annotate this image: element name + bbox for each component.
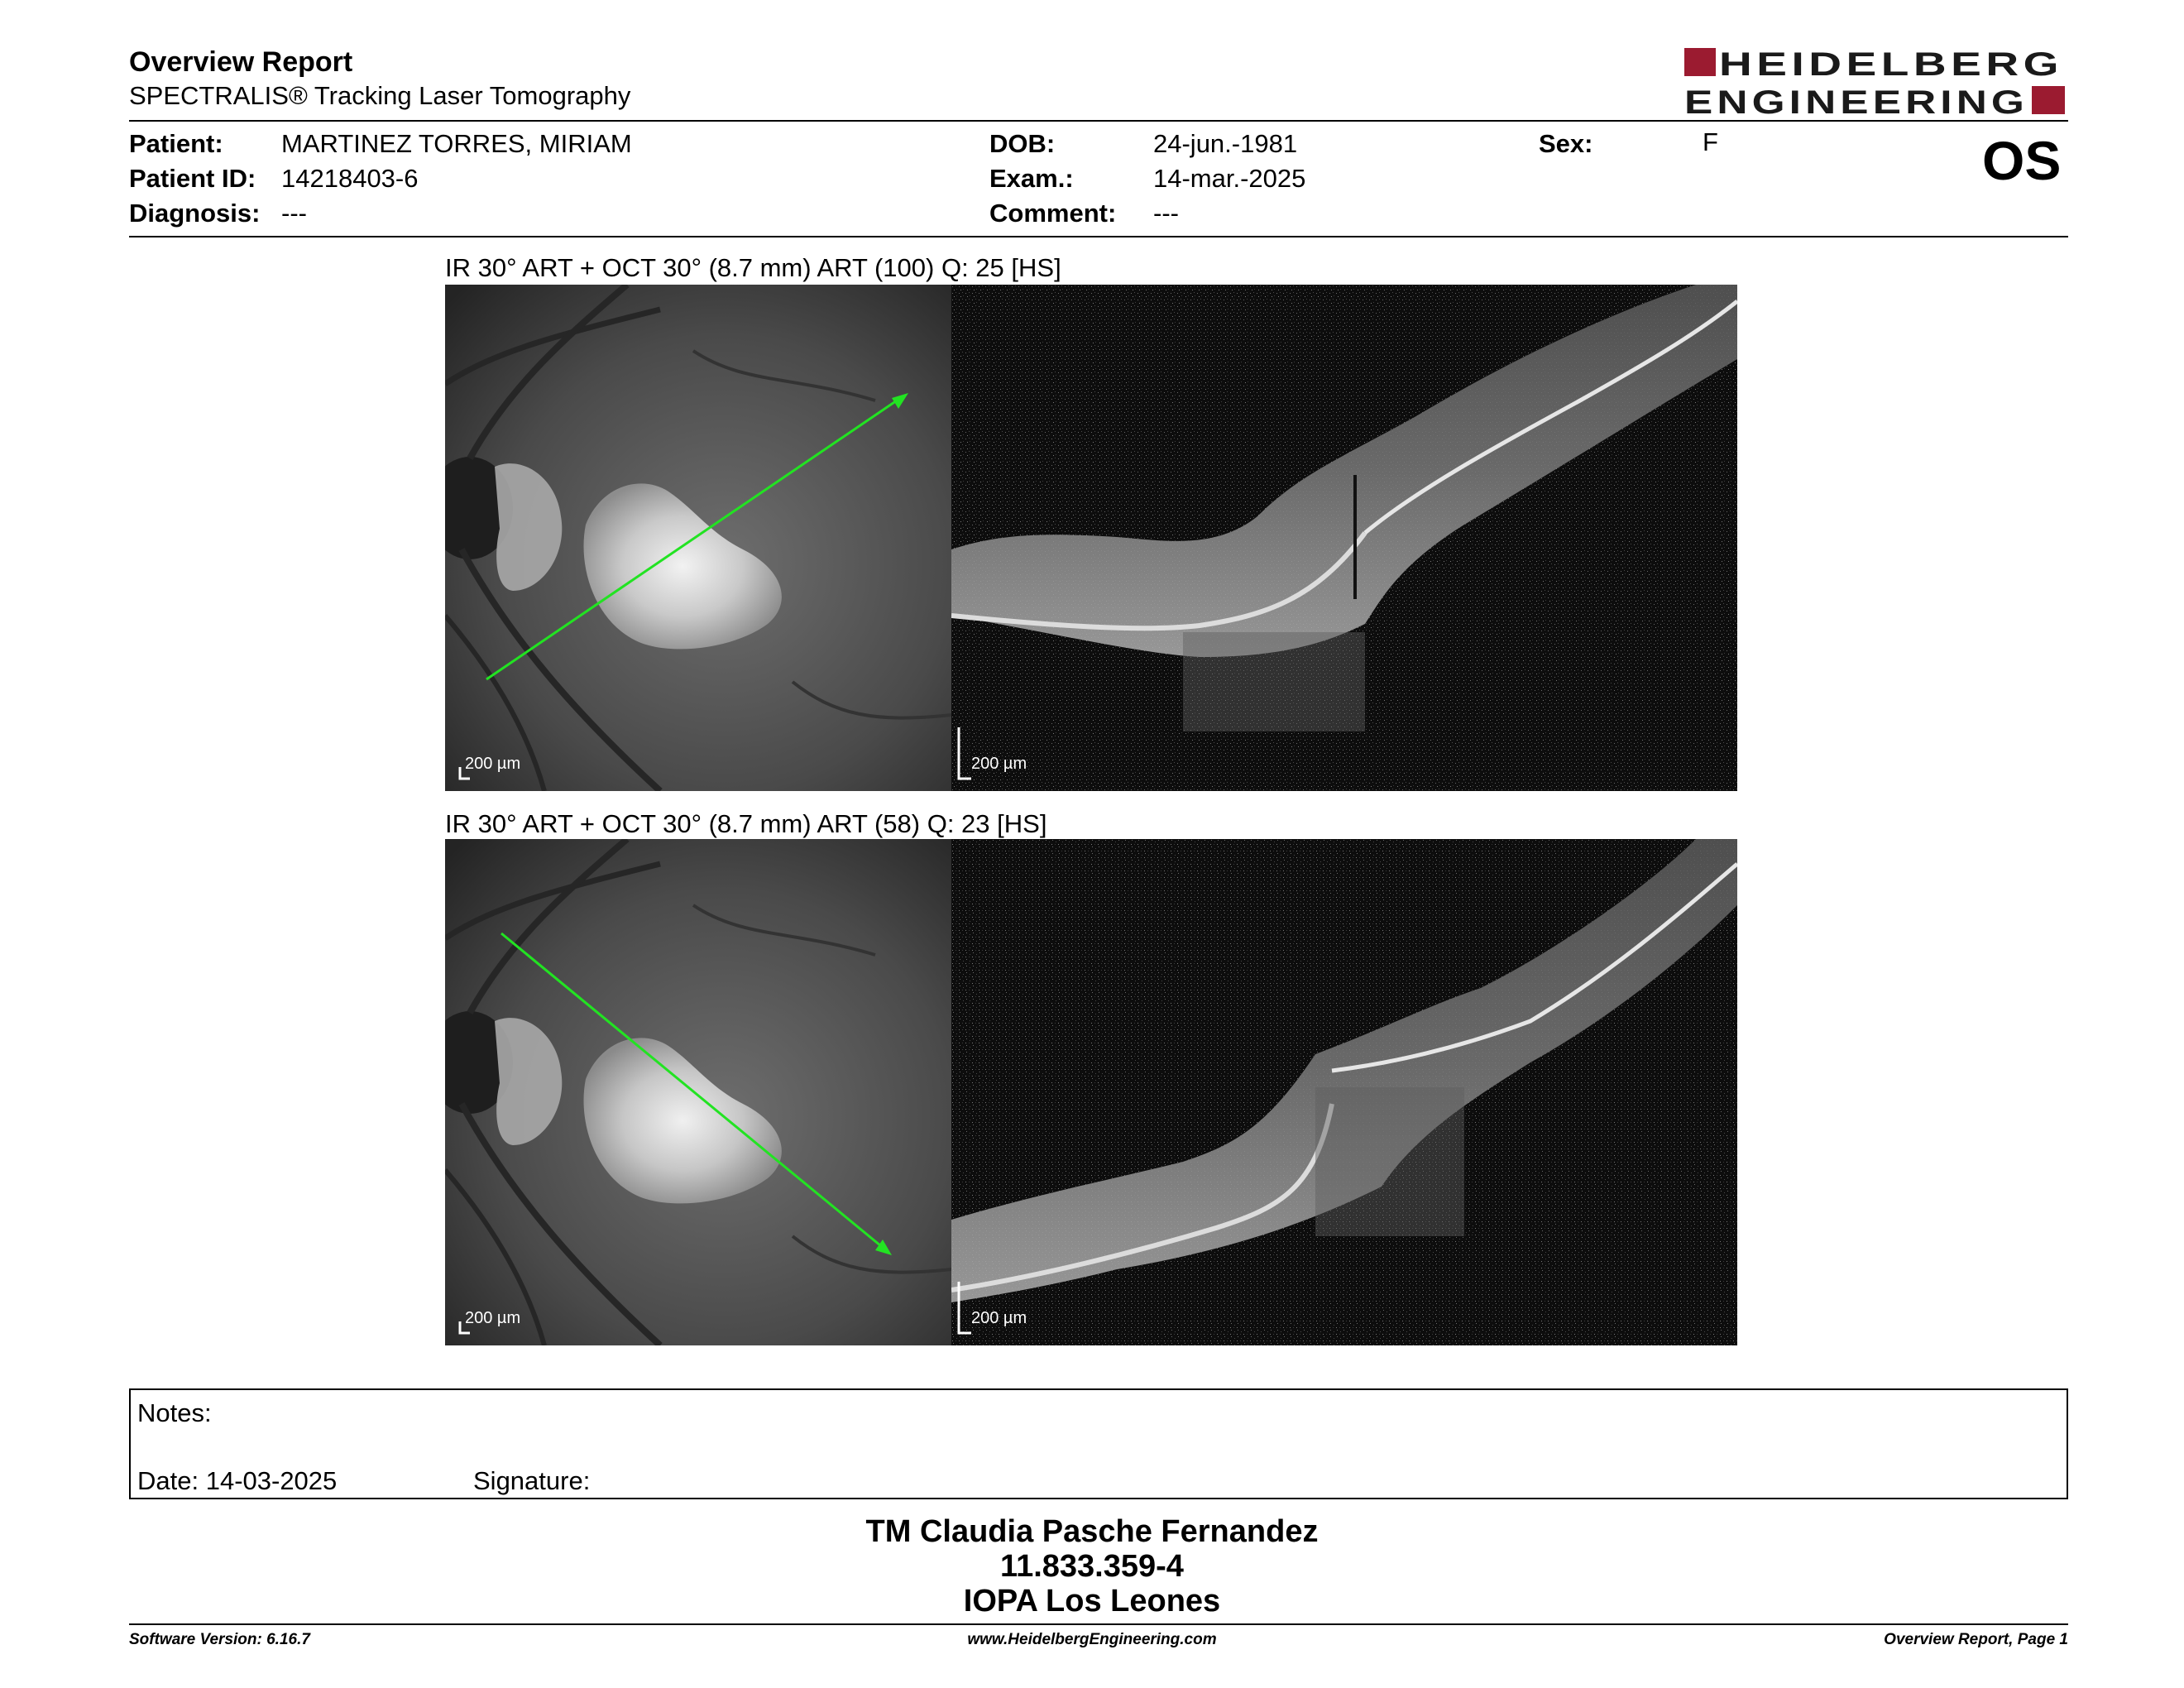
report-subtitle: SPECTRALIS® Tracking Laser Tomography: [129, 81, 631, 110]
logo-text-heidelberg: HEIDELBERG: [1719, 46, 2063, 83]
report-title: Overview Report: [129, 46, 353, 78]
patient-id-label: Patient ID:: [129, 164, 256, 193]
stamp-id: 11.833.359-4: [1000, 1549, 1184, 1584]
scan-1-oct-scale: 200 µm: [971, 755, 1027, 773]
scan-2-fundus-image: [445, 839, 951, 1345]
scan-2-caption: IR 30° ART + OCT 30° (8.7 mm) ART (58) Q: 23 [HS]: [445, 809, 1047, 838]
sex-value: F: [1703, 127, 1718, 156]
dob-value: 24-jun.-1981: [1153, 129, 1298, 158]
signature-label: Signature:: [473, 1466, 591, 1495]
comment-label: Comment:: [989, 199, 1117, 228]
scan-1-panel: [445, 285, 1737, 791]
scan-1-fundus-scale: 200 µm: [465, 755, 521, 773]
patient-id-value: 14218403-6: [281, 164, 419, 193]
notes-date: Date: 14-03-2025: [137, 1466, 338, 1495]
scan-2-oct-scale: 200 µm: [971, 1309, 1027, 1327]
dob-label: DOB:: [989, 129, 1056, 158]
patient-name: MARTINEZ TORRES, MIRIAM: [281, 129, 632, 158]
scan-1-fundus-image: [445, 285, 951, 791]
scan-1-caption: IR 30° ART + OCT 30° (8.7 mm) ART (100) Q: 25 [HS]: [445, 253, 1061, 282]
heidelberg-engineering-logo: [1684, 45, 2065, 117]
scan-2-oct-bscan: [951, 839, 1737, 1345]
diagnosis-value: ---: [281, 199, 307, 228]
notes-box: [129, 1388, 2068, 1499]
patient-divider: [129, 236, 2068, 237]
comment-value: ---: [1153, 199, 1179, 228]
notes-label: Notes:: [137, 1398, 212, 1427]
patient-label: Patient:: [129, 129, 223, 158]
scan-2-panel: [445, 839, 1737, 1345]
software-version: Software Version: 6.16.7: [129, 1631, 310, 1648]
diagnosis-label: Diagnosis:: [129, 199, 261, 228]
exam-label: Exam.:: [989, 164, 1074, 193]
website-link[interactable]: www.HeidelbergEngineering.com: [967, 1631, 1217, 1648]
sex-label: Sex:: [1539, 129, 1593, 158]
eye-indicator: OS: [1982, 130, 2062, 191]
page-indicator: Overview Report, Page 1: [1884, 1631, 2068, 1648]
scan-1-oct-bscan: [951, 285, 1737, 791]
header-divider: [129, 120, 2068, 122]
stamp-name: TM Claudia Pasche Fernandez: [865, 1514, 1319, 1549]
logo-text-engineering: ENGINEERING: [1684, 84, 2028, 117]
exam-value: 14-mar.-2025: [1153, 164, 1306, 193]
footer-divider: [129, 1623, 2068, 1625]
scan-2-fundus-scale: 200 µm: [465, 1309, 521, 1327]
stamp-institution: IOPA Los Leones: [963, 1584, 1221, 1618]
